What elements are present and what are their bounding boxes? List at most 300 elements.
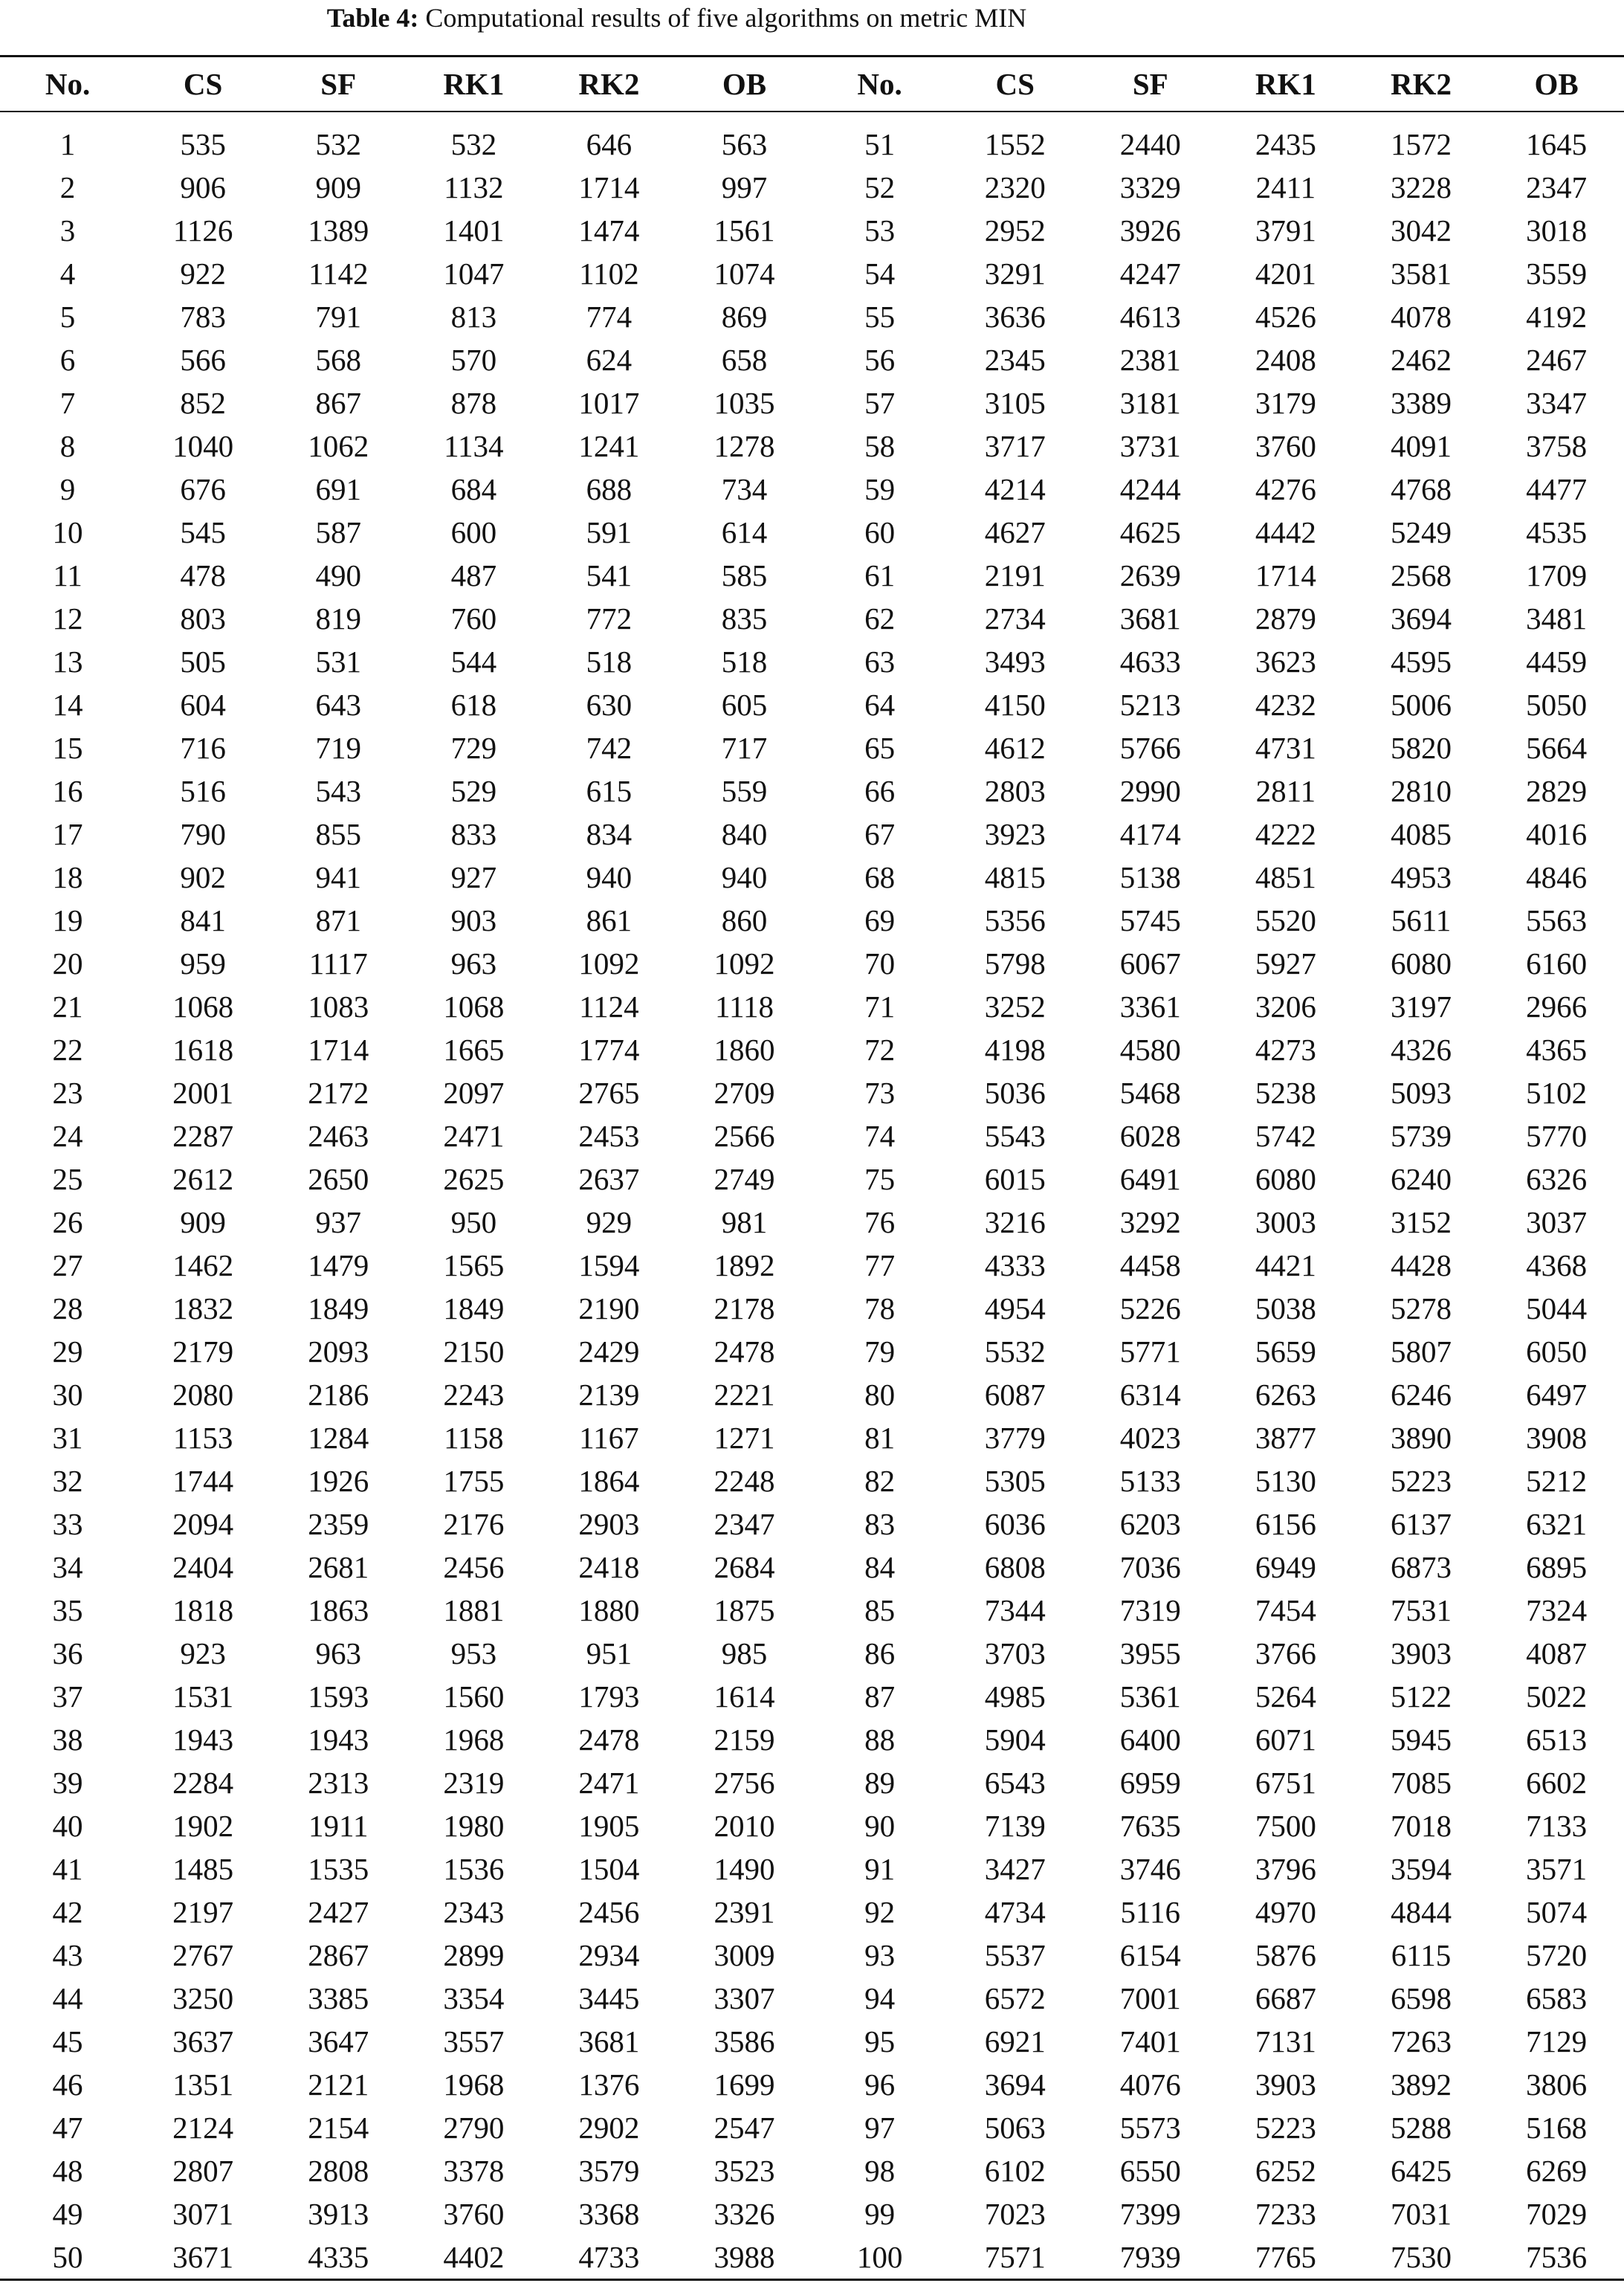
table-cell: 85 <box>864 1593 896 1627</box>
table-cell: 5745 <box>1119 903 1181 937</box>
table-cell: 77 <box>864 1248 896 1282</box>
table-cell: 614 <box>721 515 768 549</box>
table-cell: 1968 <box>443 2067 505 2102</box>
table-cell: 6160 <box>1526 946 1588 981</box>
table-cell: 803 <box>180 601 226 636</box>
table-cell: 2418 <box>578 1550 640 1584</box>
table-cell: 2284 <box>172 1766 234 1800</box>
table-cell: 7018 <box>1390 1809 1452 1843</box>
table-cell: 734 <box>721 472 768 506</box>
table-cell: 4150 <box>984 688 1046 722</box>
table-cell: 2150 <box>443 1334 505 1369</box>
table-cell: 643 <box>315 688 361 722</box>
table-cell: 790 <box>180 817 226 851</box>
table-cell: 2811 <box>1255 774 1316 808</box>
table-cell: 716 <box>180 731 226 765</box>
table-cell: 72 <box>864 1033 896 1067</box>
table-cell: 717 <box>721 731 768 765</box>
table-cell: 4365 <box>1526 1033 1588 1067</box>
table-cell: 1351 <box>172 2067 234 2102</box>
table-row <box>0 1589 1624 1632</box>
table-cell: 2159 <box>714 1722 775 1757</box>
table-cell: 684 <box>450 472 497 506</box>
table-cell: 1117 <box>308 946 368 981</box>
table-cell: 529 <box>450 774 497 808</box>
table-cell: 6921 <box>984 2024 1046 2059</box>
table-cell: 2639 <box>1119 558 1181 593</box>
table-cell: 4273 <box>1255 1033 1316 1067</box>
table-caption-label: Table 4: <box>326 3 419 33</box>
column-header: RK1 <box>1218 56 1353 112</box>
table-cell: 4335 <box>271 2235 406 2280</box>
table-row <box>0 1201 1624 1244</box>
table-cell: 1849 <box>443 1291 505 1326</box>
table-cell: 7129 <box>1526 2024 1588 2059</box>
table-cell: 4535 <box>1526 515 1588 549</box>
table-cell: 79 <box>864 1334 896 1369</box>
table-cell: 99 <box>864 2197 896 2231</box>
table-cell: 4244 <box>1119 472 1181 506</box>
table-cell: 4613 <box>1119 300 1181 334</box>
table-cell: 5133 <box>1119 1464 1181 1498</box>
table-cell: 6252 <box>1255 2154 1316 2188</box>
table-cell: 3291 <box>984 256 1046 291</box>
table-cell: 5223 <box>1255 2111 1316 2145</box>
table-cell: 3681 <box>578 2024 640 2059</box>
table-cell: 630 <box>586 688 633 722</box>
table-cell: 587 <box>315 515 361 549</box>
table-cell: 6598 <box>1390 1981 1452 2015</box>
table-cell: 1376 <box>578 2067 640 2102</box>
table-cell: 4625 <box>1119 515 1181 549</box>
table-cell: 566 <box>180 343 226 377</box>
table-row <box>0 1459 1624 1502</box>
table-cell: 4633 <box>1119 645 1181 679</box>
table-cell: 5543 <box>984 1119 1046 1153</box>
table-cell: 3594 <box>1390 1852 1452 1886</box>
table-cell: 3152 <box>1390 1205 1452 1239</box>
table-cell: 4078 <box>1390 300 1452 334</box>
table-cell: 2709 <box>714 1076 775 1110</box>
table-cell: 6137 <box>1390 1507 1452 1541</box>
table-cell: 2191 <box>984 558 1046 593</box>
table-cell: 3347 <box>1526 386 1588 420</box>
table-cell: 6895 <box>1526 1550 1588 1584</box>
table-cell: 937 <box>315 1205 361 1239</box>
table-cell: 3796 <box>1255 1852 1316 1886</box>
table-cell: 2179 <box>172 1334 234 1369</box>
column-header: CS <box>135 56 271 112</box>
table-cell: 5305 <box>984 1464 1046 1498</box>
table-cell: 963 <box>450 946 497 981</box>
table-cell: 2899 <box>443 1938 505 1972</box>
table-cell: 531 <box>315 645 361 679</box>
table-cell: 3018 <box>1526 213 1588 248</box>
table-cell: 42 <box>52 1895 83 1929</box>
table-row <box>0 1847 1624 1891</box>
table-cell: 559 <box>721 774 768 808</box>
table-cell: 5537 <box>984 1938 1046 1972</box>
table-row <box>0 726 1624 769</box>
table-cell: 5659 <box>1255 1334 1316 1369</box>
table-cell: 4247 <box>1119 256 1181 291</box>
table-cell: 940 <box>586 860 633 894</box>
table-cell: 67 <box>864 817 896 851</box>
table-cell: 3493 <box>984 645 1046 679</box>
table-cell: 4627 <box>984 515 1046 549</box>
table-cell: 5611 <box>1391 903 1452 937</box>
table-cell: 543 <box>315 774 361 808</box>
table-cell: 6572 <box>984 1981 1046 2015</box>
table-cell: 505 <box>180 645 226 679</box>
table-cell: 6036 <box>984 1507 1046 1541</box>
table-cell: 5213 <box>1119 688 1181 722</box>
table-cell: 59 <box>864 472 896 506</box>
table-cell: 5766 <box>1119 731 1181 765</box>
table-cell: 5074 <box>1526 1895 1588 1929</box>
table-cell: 2197 <box>172 1895 234 1929</box>
table-cell: 2471 <box>578 1766 640 1800</box>
table-cell: 950 <box>450 1205 497 1239</box>
column-header: SF <box>1083 56 1218 112</box>
table-row <box>0 381 1624 424</box>
table-row <box>0 769 1624 813</box>
table-cell: 6687 <box>1255 1981 1316 2015</box>
table-cell: 1485 <box>172 1852 234 1886</box>
table-cell: 3571 <box>1526 1852 1588 1886</box>
table-cell: 604 <box>180 688 226 722</box>
table-cell: 5006 <box>1390 688 1452 722</box>
table-cell: 52 <box>864 170 896 204</box>
table-cell: 618 <box>450 688 497 722</box>
table-cell: 4970 <box>1255 1895 1316 1929</box>
table-cell: 4 <box>59 256 76 291</box>
table-cell: 2478 <box>578 1722 640 1757</box>
table-cell: 2139 <box>578 1378 640 1412</box>
table-cell: 23 <box>52 1076 83 1110</box>
table-cell: 1126 <box>172 213 233 248</box>
table-cell: 1709 <box>1526 558 1588 593</box>
table-cell: 3559 <box>1526 256 1588 291</box>
column-header: OB <box>676 56 812 112</box>
table-row <box>0 1934 1624 1977</box>
table-row <box>0 1891 1624 1934</box>
table-cell: 4985 <box>984 1679 1046 1714</box>
table-cell: 1068 <box>172 989 234 1024</box>
table-cell: 3903 <box>1255 2067 1316 2102</box>
table-cell: 4954 <box>984 1291 1046 1326</box>
table-cell: 6751 <box>1255 1766 1316 1800</box>
table-cell: 4815 <box>984 860 1046 894</box>
table-cell: 5116 <box>1120 1895 1181 1929</box>
table-cell: 2990 <box>1119 774 1181 808</box>
table-cell: 6 <box>59 343 76 377</box>
table-cell: 6513 <box>1526 1722 1588 1757</box>
table-cell: 1911 <box>308 1809 369 1843</box>
table-cell: 6263 <box>1255 1378 1316 1412</box>
table-cell: 585 <box>721 558 768 593</box>
table-cell: 82 <box>864 1464 896 1498</box>
table-cell: 88 <box>864 1722 896 1757</box>
table-cell: 3923 <box>984 817 1046 851</box>
table-cell: 605 <box>721 688 768 722</box>
table-header <box>0 56 1624 112</box>
table-cell: 7085 <box>1390 1766 1452 1800</box>
table-cell: 4428 <box>1390 1248 1452 1282</box>
table-cell: 783 <box>180 300 226 334</box>
table-row <box>0 1287 1624 1330</box>
table-cell: 3389 <box>1390 386 1452 420</box>
table-cell: 2347 <box>1526 170 1588 204</box>
table-row <box>0 1114 1624 1157</box>
table-cell: 3779 <box>984 1421 1046 1455</box>
table-cell: 5945 <box>1390 1722 1452 1757</box>
table-cell: 541 <box>586 558 633 593</box>
table-cell: 94 <box>864 1981 896 2015</box>
table-cell: 5038 <box>1255 1291 1316 1326</box>
table-cell: 3586 <box>714 2024 775 2059</box>
table-cell: 1892 <box>714 1248 775 1282</box>
table-cell: 1241 <box>578 429 640 463</box>
table-cell: 6115 <box>1391 1938 1452 1972</box>
table-cell: 51 <box>864 127 896 161</box>
table-cell: 2001 <box>172 1076 234 1110</box>
table-cell: 7139 <box>984 1809 1046 1843</box>
table-cell: 6080 <box>1390 946 1452 981</box>
table-row <box>0 2235 1624 2280</box>
table-cell: 532 <box>450 127 497 161</box>
table-cell: 3427 <box>984 1852 1046 1886</box>
table-cell: 2178 <box>714 1291 775 1326</box>
table-cell: 3003 <box>1255 1205 1316 1239</box>
table-cell: 2320 <box>984 170 1046 204</box>
table-cell: 5820 <box>1390 731 1452 765</box>
table-cell: 729 <box>450 731 497 765</box>
table-row <box>0 468 1624 511</box>
table-cell: 1284 <box>308 1421 369 1455</box>
table-cell: 17 <box>52 817 83 851</box>
table-cell: 1017 <box>578 386 640 420</box>
table-row <box>0 1330 1624 1373</box>
table-cell: 21 <box>52 989 83 1024</box>
table-cell: 1714 <box>1255 558 1316 593</box>
table-cell: 658 <box>721 343 768 377</box>
table-row <box>0 112 1624 166</box>
table-cell: 4076 <box>1119 2067 1181 2102</box>
table-cell: 4731 <box>1255 731 1316 765</box>
table-cell: 61 <box>864 558 896 593</box>
table-cell: 688 <box>586 472 633 506</box>
table-cell: 5771 <box>1119 1334 1181 1369</box>
table-row <box>0 1761 1624 1804</box>
table-cell: 49 <box>52 2197 83 2231</box>
table-cell: 87 <box>864 1679 896 1714</box>
table-cell: 5563 <box>1526 903 1588 937</box>
table-cell: 909 <box>180 1205 226 1239</box>
table-cell: 2408 <box>1255 343 1316 377</box>
table-cell: 5036 <box>984 1076 1046 1110</box>
table-cell: 3378 <box>443 2154 505 2188</box>
table-cell: 840 <box>721 817 768 851</box>
table-cell: 56 <box>864 343 896 377</box>
table-cell: 774 <box>586 300 633 334</box>
table-cell: 2010 <box>714 1809 775 1843</box>
table-cell: 3758 <box>1526 429 1588 463</box>
table-cell: 53 <box>864 213 896 248</box>
table-cell: 50 <box>0 2235 135 2280</box>
table-cell: 64 <box>864 688 896 722</box>
table-cell: 5138 <box>1119 860 1181 894</box>
column-header: SF <box>271 56 406 112</box>
table-cell: 24 <box>52 1119 83 1153</box>
table-cell: 5798 <box>984 946 1046 981</box>
table-cell: 516 <box>180 774 226 808</box>
table-cell: 2243 <box>443 1378 505 1412</box>
table-cell: 6497 <box>1526 1378 1588 1412</box>
table-cell: 903 <box>450 903 497 937</box>
table-cell: 2456 <box>443 1550 505 1584</box>
table-cell: 3760 <box>1255 429 1316 463</box>
table-cell: 6321 <box>1526 1507 1588 1541</box>
table-row <box>0 2106 1624 2149</box>
table-cell: 1 <box>59 127 76 161</box>
table-cell: 4232 <box>1255 688 1316 722</box>
table-row <box>0 899 1624 942</box>
table-cell: 69 <box>864 903 896 937</box>
table-cell: 2093 <box>308 1334 369 1369</box>
table-cell: 2248 <box>714 1464 775 1498</box>
table-cell: 6015 <box>984 1162 1046 1196</box>
table-cell: 5520 <box>1255 903 1316 937</box>
table-cell: 5807 <box>1390 1334 1452 1369</box>
table-cell: 7571 <box>948 2235 1083 2280</box>
table-cell: 40 <box>52 1809 83 1843</box>
table-cell: 6400 <box>1119 1722 1181 1757</box>
table-cell: 28 <box>52 1291 83 1326</box>
column-header: RK2 <box>1353 56 1489 112</box>
table-cell: 3216 <box>984 1205 1046 1239</box>
table-cell: 1943 <box>172 1722 234 1757</box>
table-cell: 2637 <box>578 1162 640 1196</box>
table-row <box>0 1071 1624 1114</box>
table-cell: 6808 <box>984 1550 1046 1584</box>
table-cell: 927 <box>450 860 497 894</box>
table-cell: 7036 <box>1119 1550 1181 1584</box>
table-cell: 4733 <box>541 2235 676 2280</box>
table-cell: 2359 <box>308 1507 369 1541</box>
table-cell: 1278 <box>714 429 775 463</box>
table-cell: 71 <box>864 989 896 1024</box>
table-cell: 47 <box>52 2111 83 2145</box>
table-cell: 691 <box>315 472 361 506</box>
table-cell: 545 <box>180 515 226 549</box>
table-cell: 3307 <box>714 1981 775 2015</box>
table-cell: 1618 <box>172 1033 234 1067</box>
table-cell: 772 <box>586 601 633 636</box>
table-cell: 16 <box>52 774 83 808</box>
table-cell: 3105 <box>984 386 1046 420</box>
table-cell: 5093 <box>1390 1076 1452 1110</box>
table-cell: 6583 <box>1526 1981 1588 2015</box>
table-cell: 1881 <box>443 1593 505 1627</box>
table-cell: 7031 <box>1390 2197 1452 2231</box>
table-row <box>0 511 1624 554</box>
table-cell: 2765 <box>578 1076 640 1110</box>
table-cell: 646 <box>586 127 633 161</box>
table-cell: 6314 <box>1119 1378 1181 1412</box>
table-cell: 878 <box>450 386 497 420</box>
table-cell: 1860 <box>714 1033 775 1067</box>
table-row <box>0 166 1624 209</box>
table-cell: 62 <box>864 601 896 636</box>
table-row <box>0 856 1624 899</box>
table-cell: 3647 <box>308 2024 369 2059</box>
table-cell: 3252 <box>984 989 1046 1024</box>
table-row <box>0 1502 1624 1546</box>
table-cell: 1755 <box>443 1464 505 1498</box>
table-row <box>0 338 1624 381</box>
table-cell: 855 <box>315 817 361 851</box>
table-cell: 2124 <box>172 2111 234 2145</box>
column-header: No. <box>812 56 948 112</box>
table-cell: 38 <box>52 1722 83 1757</box>
table-cell: 32 <box>52 1464 83 1498</box>
table-row <box>0 1977 1624 2020</box>
table-cell: 1102 <box>579 256 639 291</box>
table-cell: 3892 <box>1390 2067 1452 2102</box>
table-cell: 2625 <box>443 1162 505 1196</box>
table-cell: 5876 <box>1255 1938 1316 1972</box>
table-cell: 1490 <box>714 1852 775 1886</box>
table-cell: 1153 <box>172 1421 233 1455</box>
table-cell: 7401 <box>1119 2024 1181 2059</box>
table-cell: 3717 <box>984 429 1046 463</box>
table-cell: 4734 <box>984 1895 1046 1929</box>
column-header: CS <box>948 56 1083 112</box>
table-cell: 6156 <box>1255 1507 1316 1541</box>
table-cell: 6154 <box>1119 1938 1181 1972</box>
table-cell: 2566 <box>714 1119 775 1153</box>
table-cell: 75 <box>864 1162 896 1196</box>
table-cell: 4580 <box>1119 1033 1181 1067</box>
table-cell: 518 <box>586 645 633 679</box>
table-cell: 7131 <box>1255 2024 1316 2059</box>
table-cell: 68 <box>864 860 896 894</box>
table-cell: 1594 <box>578 1248 640 1282</box>
table-cell: 3037 <box>1526 1205 1588 1239</box>
table-cell: 906 <box>180 170 226 204</box>
table-cell: 940 <box>721 860 768 894</box>
table-cell: 5044 <box>1526 1291 1588 1326</box>
table-cell: 4844 <box>1390 1895 1452 1929</box>
table-cell: 1504 <box>578 1852 640 1886</box>
table-cell: 6543 <box>984 1766 1046 1800</box>
table-cell: 2 <box>59 170 76 204</box>
table-cell: 7765 <box>1218 2235 1353 2280</box>
table-cell: 4085 <box>1390 817 1452 851</box>
table-cell: 89 <box>864 1766 896 1800</box>
table-cell: 2650 <box>308 1162 369 1196</box>
table-cell: 6425 <box>1390 2154 1452 2188</box>
table-cell: 5063 <box>984 2111 1046 2145</box>
table-row <box>0 985 1624 1028</box>
results-table <box>0 55 1624 2281</box>
table-cell: 1714 <box>308 1033 369 1067</box>
table-cell: 4851 <box>1255 860 1316 894</box>
table-row <box>0 1718 1624 1761</box>
table-cell: 2879 <box>1255 601 1316 636</box>
table-cell: 6326 <box>1526 1162 1588 1196</box>
